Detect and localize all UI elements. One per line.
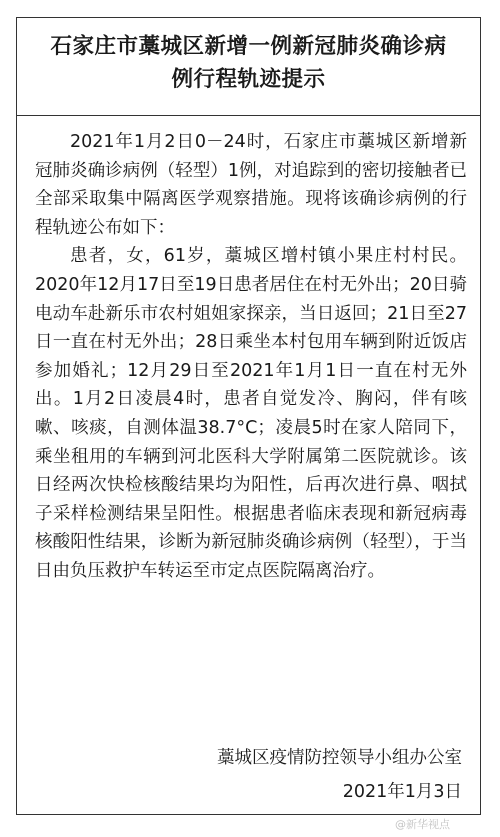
notice-body [35,128,467,586]
patient-trajectory-paragraph: 患者，女，61岁，藁城区增村镇小果庄村村民。2020年12月17日至19日患者居住在村无外出；20日骑电动车赴新乐市农村姐姐家探亲，当日返回；21日至27日一直在村无外出；28日乘坐本村包用车辆到附近饭店参加婚礼；12月29日至2021年1月1日一直在村无外出。1月2日凌晨4时，患者自觉发冷、胸闷，伴有咳嗽、咳痰，自测体温38.7°C；凌晨5时在家人陪同下，乘坐租用的车辆到河北医科大学附属第二医院就诊。该日经两次快检核酸结果均为阳性，后再次进行鼻、咽拭子采样检测结果呈阳性。根据患者临床表现和新冠病毒核酸阳性结果，诊断为新冠肺炎确诊病例（轻型），于当日由负压救护车转运至市定点医院隔离治疗。 [35,246,467,581]
intro-paragraph: 2021年1月2日0－24时，石家庄市藁城区新增新冠肺炎确诊病例（轻型）1例，对追踪到的密切接触者已全部采取集中隔离医学观察措施。现将该确诊病例的行程轨迹公布如下： [35,132,467,238]
signature-organization: 藁城区疫情防控领导小组办公室 [217,748,462,768]
title-line-1: 石家庄市藁城区新增一例新冠肺炎确诊病 [50,34,447,59]
title-line-2: 例行程轨迹提示 [171,67,326,92]
source-watermark: @新华视点 [395,818,450,831]
title-divider [16,115,481,116]
signature-date: 2021年1月3日 [342,782,462,802]
notice-title [16,30,481,96]
